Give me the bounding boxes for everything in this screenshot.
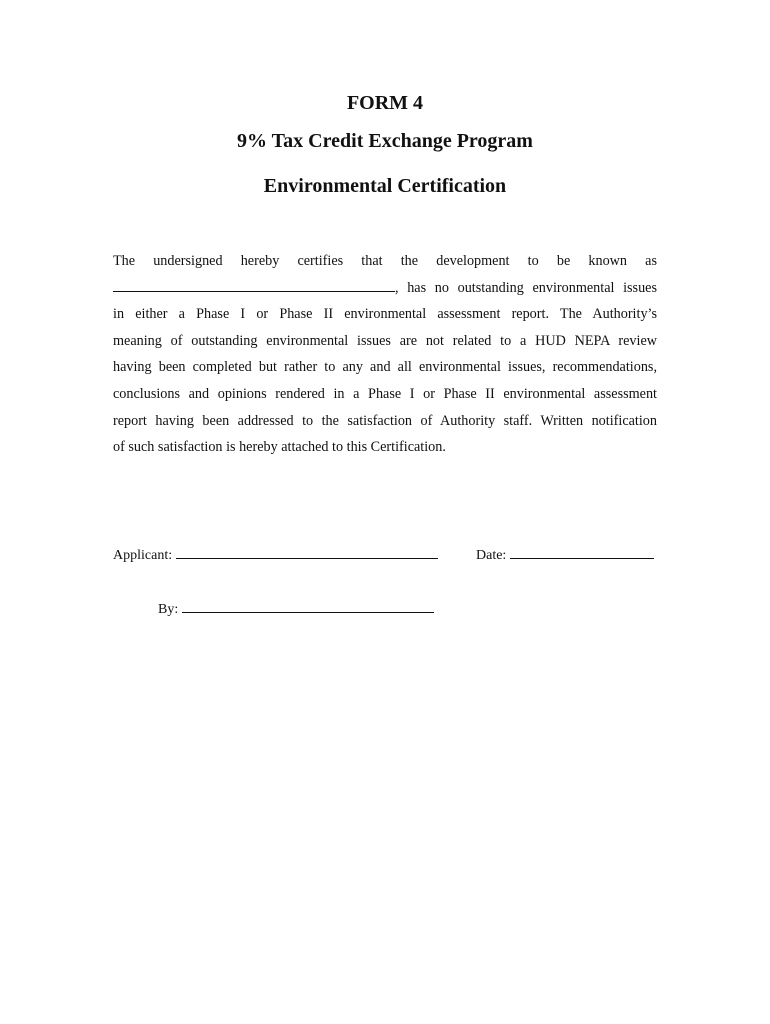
paragraph-line: meaning of outstanding environmental issues are not related to a HUD NEPA review bbox=[113, 332, 657, 349]
date-field[interactable] bbox=[510, 544, 654, 559]
by-signature-field[interactable] bbox=[182, 598, 434, 613]
applicant-label: Applicant: bbox=[113, 548, 173, 563]
paragraph-line: in either a Phase I or Phase II environmental assessment report. The Authority’s bbox=[113, 306, 657, 323]
by-row bbox=[158, 598, 434, 618]
form-number: FORM 4 bbox=[346, 92, 424, 114]
paragraph-line: of such satisfaction is hereby attached to this Certification. bbox=[113, 439, 446, 456]
paragraph-line-text: , has no outstanding environmental issues bbox=[395, 279, 657, 296]
paragraph-line: The undersigned hereby certifies that the development to be known as bbox=[113, 253, 657, 269]
paragraph-line: conclusions and opinions rendered in a Phase I or Phase II environmental assessment bbox=[113, 385, 657, 402]
certification-title: Environmental Certification bbox=[263, 175, 507, 197]
by-label: By: bbox=[158, 602, 179, 617]
paragraph-line: report having been addressed to the satisfaction of Authority staff. Written notification bbox=[113, 412, 657, 429]
paragraph-line bbox=[113, 275, 657, 302]
applicant-row bbox=[113, 544, 438, 564]
date-label: Date: bbox=[476, 548, 507, 563]
development-name-field[interactable] bbox=[113, 277, 395, 292]
date-row bbox=[476, 544, 654, 564]
paragraph-line: having been completed but rather to any and all environmental issues, recommendations, bbox=[113, 359, 657, 376]
program-title: 9% Tax Credit Exchange Program bbox=[237, 130, 533, 152]
applicant-field[interactable] bbox=[176, 544, 438, 559]
certification-paragraph bbox=[113, 248, 657, 461]
